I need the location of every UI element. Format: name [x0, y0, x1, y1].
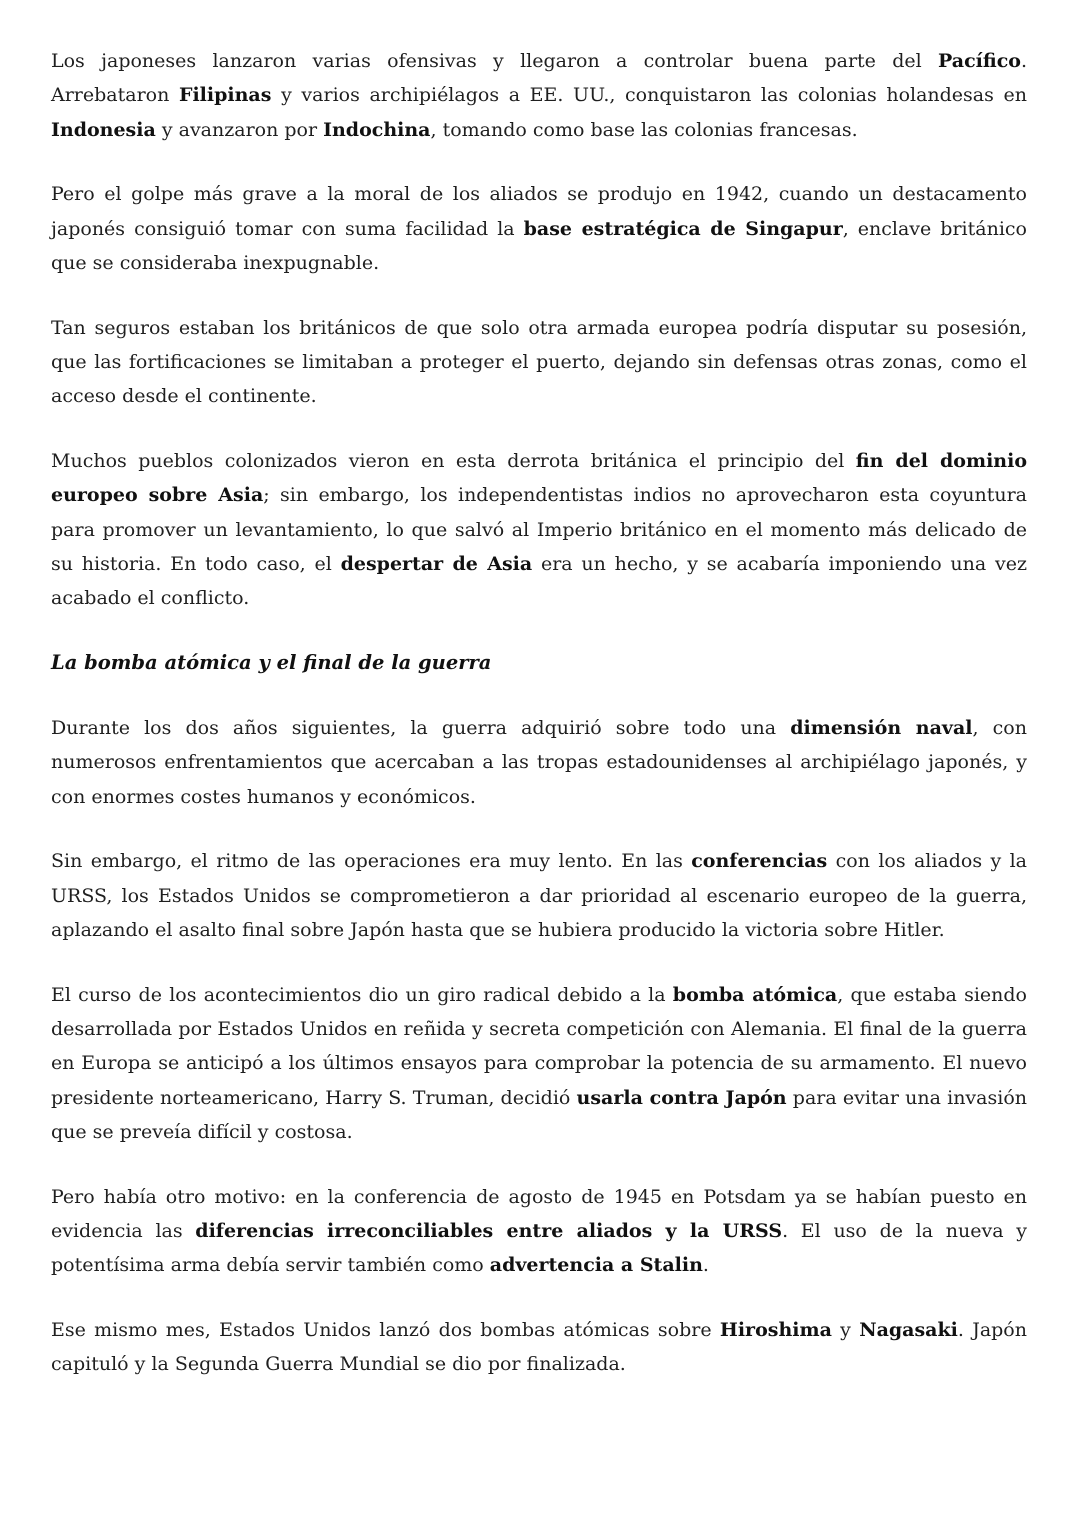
- bold-term: Indonesia: [51, 118, 156, 141]
- text-run: , que estaba siendo desarrollada por Estados Unidos en reñida y secreta competición con Alemania. El final de la guerra en Europa se anticipó a los últimos ensayos para comprobar la potencia de su armamento. El nuevo presidente norteamericano, Harry S. Truman, decidió: [51, 983, 1027, 1109]
- bold-term: diferencias irreconciliables entre aliados y la URSS: [195, 1220, 783, 1243]
- bold-term: Indochina: [323, 118, 431, 141]
- text-run: , con numerosos enfrentamientos que acercaban a las tropas estadounidenses al archipiélago japonés, y con enormes costes humanos y económicos.: [51, 716, 1027, 808]
- paragraph-fortifications: [51, 311, 1027, 414]
- text-run: Los japoneses lanzaron varias ofensivas y llegaron a controlar buena parte del: [51, 50, 939, 72]
- text-run: Pero el golpe más grave a la moral de los aliados se produjo en 1942, cuando un destacamento japonés consiguió tomar con suma facilidad la: [51, 183, 1027, 240]
- bold-term: base estratégica de Singapur: [523, 217, 843, 240]
- text-run: Durante los dos años siguientes, la guerra adquirió sobre todo una: [51, 716, 791, 739]
- text-run: con los aliados y la URSS, los Estados Unidos se comprometieron a dar prioridad al escenario europeo de la guerra, aplazando el asalto final sobre Japón hasta que se hubiera producido la victoria sobre Hitler.: [51, 850, 1027, 941]
- paragraph-hiroshima-nagasaki: [51, 1313, 1027, 1382]
- bold-term: dimensión naval: [790, 716, 973, 739]
- text-run: era un hecho, y se acabaría imponiendo una vez acabado el conflicto.: [51, 553, 1027, 610]
- text-run: , enclave británico que se consideraba inexpugnable.: [51, 217, 1027, 274]
- bold-term: bomba atómica: [672, 983, 838, 1006]
- bold-term: Hiroshima: [719, 1319, 832, 1342]
- text-run: . El uso de la nueva y potentísima arma debía servir también como: [51, 1220, 1027, 1277]
- paragraph-singapore: [51, 177, 1027, 280]
- document-page: [51, 44, 1027, 1412]
- text-run: El curso de los acontecimientos dio un giro radical debido a la: [51, 983, 673, 1006]
- text-run: Sin embargo, el ritmo de las operaciones era muy lento. En las: [51, 850, 692, 873]
- paragraph-conferences: [51, 844, 1027, 947]
- paragraph-potsdam: [51, 1180, 1027, 1283]
- text-run: para evitar una invasión que se preveía difícil y costosa.: [51, 1086, 1027, 1143]
- text-run: Ese mismo mes, Estados Unidos lanzó dos bombas atómicas sobre: [51, 1319, 720, 1342]
- text-run: Muchos pueblos colonizados vieron en esta derrota británica el principio del: [51, 450, 856, 473]
- paragraph-naval-dimension: [51, 711, 1027, 814]
- text-run: , tomando como base las colonias francesas.: [430, 118, 858, 141]
- bold-term: Pacífico: [938, 50, 1021, 72]
- paragraph-atomic-bomb: [51, 978, 1027, 1149]
- bold-term: conferencias: [691, 850, 828, 873]
- bold-term: Filipinas: [178, 84, 272, 107]
- bold-term: Nagasaki: [859, 1319, 958, 1342]
- section-heading: La bomba atómica y el final de la guerra: [51, 651, 492, 675]
- bold-term: advertencia a Stalin: [489, 1254, 703, 1277]
- text-run: y avanzaron por: [155, 118, 324, 141]
- text-run: y varios archipiélagos a EE. UU., conquistaron las colonias holandesas en: [271, 84, 1027, 107]
- text-run: . Japón capituló y la Segunda Guerra Mundial se dio por finalizada.: [51, 1319, 1027, 1376]
- text-run: y: [831, 1319, 860, 1342]
- bold-term: despertar de Asia: [340, 553, 533, 576]
- text-run: Tan seguros estaban los británicos de que solo otra armada europea podría disputar su posesión, que las fortificaciones se limitaban a proteger el puerto, dejando sin defensas otras zonas, como el acceso desde el continente.: [51, 316, 1027, 408]
- text-run: . Arrebataron: [51, 50, 1027, 107]
- bold-term: usarla contra Japón: [576, 1086, 787, 1109]
- text-run: .: [702, 1254, 709, 1277]
- paragraph-colonized-peoples: [51, 444, 1027, 615]
- text-run: Pero había otro motivo: en la conferencia de agosto de 1945 en Potsdam ya se habían puesto en evidencia las: [51, 1185, 1027, 1243]
- text-run: ; sin embargo, los independentistas indios no aprovecharon esta coyuntura para promover un levantamiento, lo que salvó al Imperio británico en el momento más delicado de su historia. En todo caso, el: [51, 484, 1027, 576]
- paragraph-pacific-offensive: [51, 44, 1027, 147]
- bold-term: fin del dominio europeo sobre Asia: [51, 450, 1028, 507]
